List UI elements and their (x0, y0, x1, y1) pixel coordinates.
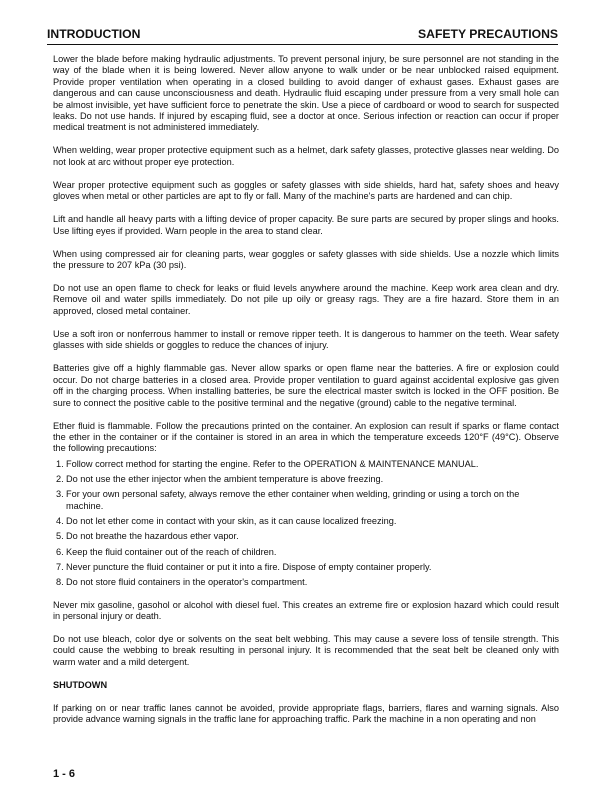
list-item: 7. Never puncture the fluid container or put it into a fire. Dispose of empty container properly. (56, 561, 432, 572)
paragraph-ether: Ether fluid is flammable. Follow the precautions printed on the container. An explosion can result if sparks or flame contact the ether in the container or if the container is stored in an area in which the temperature exceeds 120°F (49°C). Observe the following precautions: (53, 420, 559, 454)
paragraph-compressed-air: When using compressed air for cleaning parts, wear goggles or safety glasses with side shields. Use a nozzle which limits the pressure to 207 kPa (30 psi). (53, 248, 559, 271)
paragraph-fuel-mixing: Never mix gasoline, gasohol or alcohol with diesel fuel. This creates an extreme fire or explosion hazard which could result in personal injury or death. (53, 599, 559, 622)
chapter-title: INTRODUCTION (47, 27, 141, 41)
paragraph-batteries: Batteries give off a highly flammable gas. Never allow sparks or open flame near the batteries. A fire or explosion could occur. Do not charge batteries in a closed area. Provide proper ventilation to guard against accidental explosive gas given off in the charging process. When installing batteries, be sure the electrical master switch is locked in the OFF position. Be sure to connect the positive cable to the positive terminal and the negative (ground) cable to the negative terminal. (53, 363, 559, 408)
paragraph-lifting: Lift and handle all heavy parts with a lifting device of proper capacity. Be sure parts are secured by proper slings and hooks. Use lifting eyes if provided. Warn people in the area to stand clear. (53, 214, 559, 236)
section-title: SAFETY PRECAUTIONS (418, 27, 558, 41)
paragraph-hydraulic: Lower the blade before making hydraulic adjustments. To prevent personal injury, be sure personnel are not standing in the way of the blade when it is being lowered. Never allow anyone to walk under or be near unblocked raised equipment. Provide proper ventilation when operating in a closed building to avoid danger of exhaust gases. Exhaust gases are dangerous and can cause unconsciousness and death. Hydraulic fluid escaping under pressure from a very small hole can be almost invisible, yet have sufficient force to penetrate the skin. Use a piece of cardboard or wood to search for suspected leaks. Do not use hands. If injured by escaping fluid, see a doctor at once. Serious infection or reaction can occur if proper medical treatment is not administered immediately. (53, 54, 559, 133)
list-item: 2. Do not use the ether injector when the ambient temperature is above freezing. (56, 474, 384, 485)
ether-precautions-list (53, 459, 559, 589)
list-item: 6. Keep the fluid container out of the reach of children. (56, 546, 277, 557)
paragraph-hammer: Use a soft iron or nonferrous hammer to install or remove ripper teeth. It is dangerous to hammer on the teeth. Wear safety glasses with side shields or goggles to reduce the chances of injury. (53, 328, 559, 351)
paragraph-seat-belt: Do not use bleach, color dye or solvents on the seat belt webbing. This may cause a severe loss of tensile strength. This could cause the webbing to break resulting in personal injury. It is recommended that the seat belt be cleaned only with warm water and a mild detergent. (53, 634, 559, 667)
paragraph-protective-equipment: Wear proper protective equipment such as goggles or safety glasses with side shields, hard hat, safety shoes and heavy gloves when metal or other particles are apt to fly or fall. Many of the machine's parts are hardened and can chip. (53, 179, 559, 202)
page-number: 1 - 6 (53, 768, 76, 780)
paragraph-open-flame: Do not use an open flame to check for leaks or fluid levels anywhere around the machine. Keep work area clean and dry. Remove oil and water spills immediately. Do not pile up oily or greasy rags. They are a fire hazard. Store them in an approved, closed metal container. (53, 283, 559, 316)
list-item: 4. Do not let ether come in contact with your skin, as it can cause localized freezing. (56, 516, 397, 527)
page-header (47, 27, 558, 45)
list-item: 5. Do not breathe the hazardous ether vapor. (56, 531, 239, 542)
page-body (53, 54, 559, 737)
list-item: 8. Do not store fluid containers in the operator's compartment. (56, 577, 308, 588)
list-item: 1. Follow correct method for starting the engine. Refer to the OPERATION & MAINTENANCE MANUAL. (56, 458, 479, 469)
paragraph-shutdown: If parking on or near traffic lanes cannot be avoided, provide appropriate flags, barriers, flares and warning signals. Also provide advance warning signals in the traffic lane for approaching traffic. Park the machine in a non operating and non (53, 702, 559, 725)
list-item: 3. For your own personal safety, always remove the ether container when welding, grinding or using a torch on the machine. (56, 489, 520, 511)
paragraph-welding: When welding, wear proper protective equipment such as a helmet, dark safety glasses, protective glasses near welding. Do not look at arc without proper eye protection. (53, 145, 559, 167)
shutdown-heading: SHUTDOWN (53, 679, 108, 690)
